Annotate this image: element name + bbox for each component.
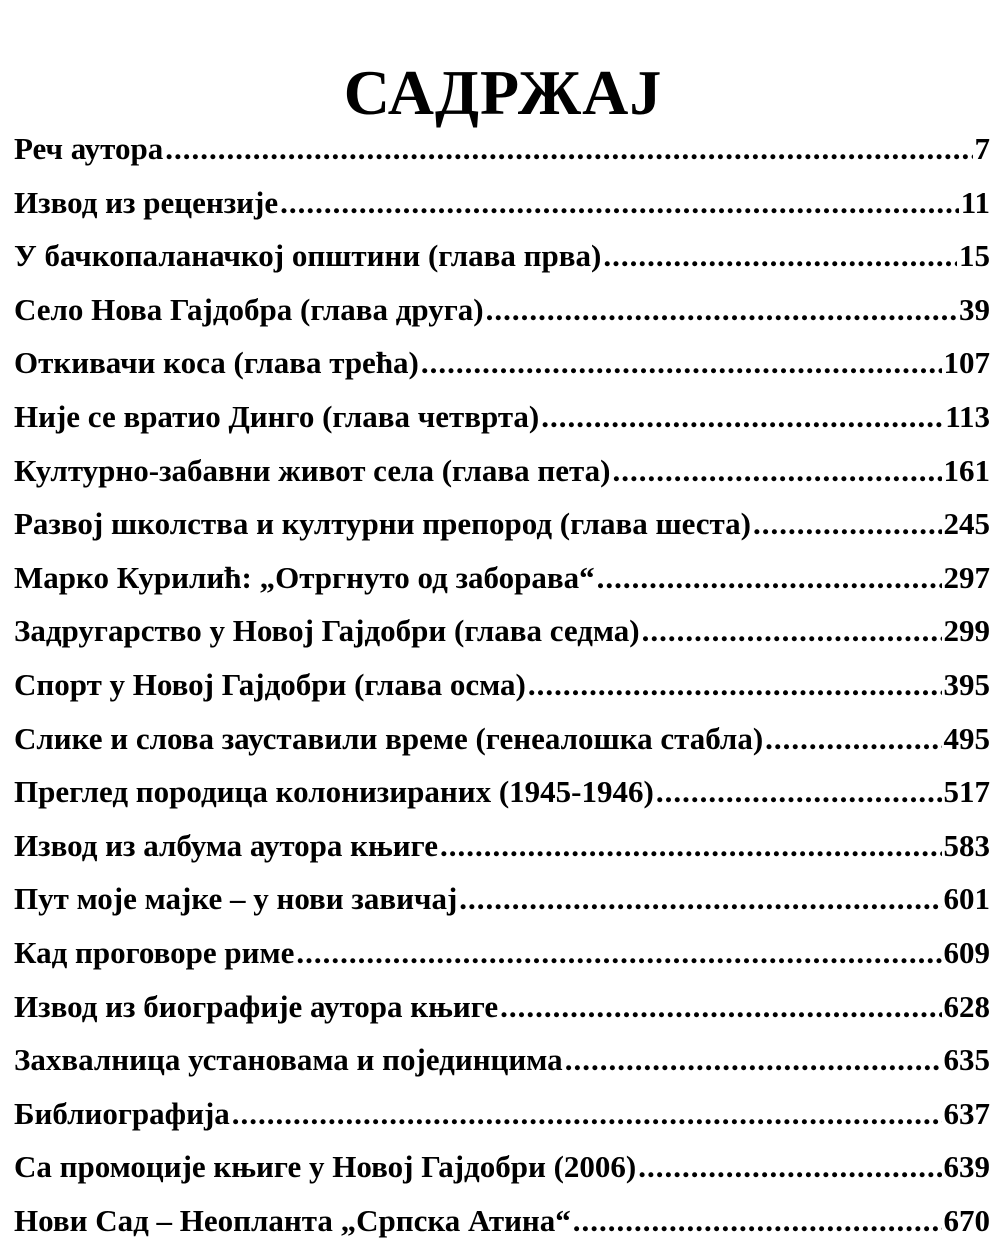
toc-entry <box>14 819 990 873</box>
toc-entry <box>14 390 990 444</box>
toc-entry-page: 7 <box>974 131 990 166</box>
toc-entry-page: 39 <box>959 291 990 327</box>
toc-entry-title: У бачкопаланачкој општини (глава прва) <box>14 238 602 274</box>
dot-leader <box>565 1033 942 1087</box>
dot-leader <box>440 819 941 873</box>
toc-entry-title: Захвалница установама и појединцима <box>14 1042 563 1078</box>
toc-entry <box>14 926 990 980</box>
toc-entry-title: Кад проговоре риме <box>14 934 295 970</box>
toc-entry-title: Библиографија <box>14 1095 230 1131</box>
toc-entry-title: Извод из рецензије <box>14 184 279 220</box>
dot-leader <box>232 1087 942 1141</box>
dot-leader <box>642 604 942 658</box>
dot-leader <box>573 1194 942 1247</box>
toc-entry-page: 637 <box>943 1095 990 1131</box>
dot-leader <box>541 390 943 444</box>
dot-leader <box>459 872 941 926</box>
toc-entry <box>14 122 990 176</box>
toc-entry-title: Преглед породица колонизираних (1945-1946) <box>14 774 654 810</box>
toc-entry <box>14 658 990 712</box>
toc-entry-page: 635 <box>943 1042 990 1078</box>
toc-entry-title: Културно-забавни живот села (глава пета) <box>14 452 611 488</box>
toc-entry <box>14 1087 990 1141</box>
toc-entry-title: Са промоције књиге у Новој Гајдобри (2006) <box>14 1149 637 1185</box>
toc-entry <box>14 336 990 390</box>
toc-entry-title: Извод из албума аутора књиге <box>14 827 439 863</box>
toc-entry-page: 113 <box>945 398 990 434</box>
page-title: САДРЖАЈ <box>343 56 663 128</box>
dot-leader <box>603 229 957 283</box>
toc-entry <box>14 176 990 230</box>
dot-leader <box>500 980 941 1034</box>
toc-entry-page: 395 <box>943 666 990 702</box>
dot-leader <box>753 497 942 551</box>
toc-entry-title: Спорт у Новој Гајдобри (глава осма) <box>14 666 526 702</box>
toc-entry-title: Слике и слова зауставили време (генеалошка стабла) <box>14 720 764 756</box>
toc-entry-page: 15 <box>959 238 990 274</box>
toc-entry <box>14 444 990 498</box>
toc-entry-page: 628 <box>943 988 990 1024</box>
toc-entry-title: Реч аутора <box>14 131 164 166</box>
toc-entry-title: Пут моје мајке – у нови завичај <box>14 881 458 917</box>
toc-entry-page: 161 <box>943 452 990 488</box>
dot-leader <box>486 283 957 337</box>
table-of-contents <box>14 122 990 1247</box>
toc-entry-page: 583 <box>943 827 990 863</box>
toc-entry <box>14 1140 990 1194</box>
dot-leader <box>765 712 941 766</box>
toc-entry <box>14 497 990 551</box>
dot-leader <box>528 658 942 712</box>
toc-entry <box>14 229 990 283</box>
toc-entry-page: 601 <box>943 881 990 917</box>
toc-entry-title: Село Нова Гајдобра (глава друга) <box>14 291 484 327</box>
toc-entry-page: 107 <box>943 345 990 381</box>
toc-entry-title: Развој школства и културни препород (глава шеста) <box>14 506 751 542</box>
toc-entry <box>14 604 990 658</box>
dot-leader <box>165 122 972 176</box>
dot-leader <box>280 176 959 230</box>
toc-entry <box>14 872 990 926</box>
dot-leader <box>612 444 941 498</box>
toc-entry <box>14 283 990 337</box>
toc-entry-page: 609 <box>943 934 990 970</box>
toc-entry-page: 639 <box>943 1149 990 1185</box>
dot-leader <box>638 1140 941 1194</box>
toc-entry-title: Извод из биографије аутора књиге <box>14 988 499 1024</box>
dot-leader <box>296 926 941 980</box>
toc-entry-page: 517 <box>943 774 990 810</box>
dot-leader <box>597 551 942 605</box>
dot-leader <box>656 765 942 819</box>
toc-entry <box>14 980 990 1034</box>
toc-entry <box>14 712 990 766</box>
toc-entry-page: 11 <box>960 184 990 220</box>
toc-entry-title: Није се вратио Динго (глава четврта) <box>14 398 540 434</box>
toc-entry-page: 670 <box>943 1202 990 1238</box>
toc-entry-title: Нови Сад – Неопланта „Српска Атина“ <box>14 1202 571 1238</box>
toc-entry-page: 299 <box>943 613 990 649</box>
toc-entry <box>14 1033 990 1087</box>
toc-entry-page: 495 <box>943 720 990 756</box>
toc-entry <box>14 551 990 605</box>
toc-entry-page: 297 <box>943 559 990 595</box>
toc-entry-title: Марко Курилић: „Отргнуто од заборава“ <box>14 559 595 595</box>
toc-entry-page: 245 <box>943 506 990 542</box>
toc-entry <box>14 765 990 819</box>
toc-entry-title: Откивачи коса (глава трећа) <box>14 345 419 381</box>
toc-entry <box>14 1194 990 1247</box>
dot-leader <box>421 336 942 390</box>
toc-entry-title: Задругарство у Новој Гајдобри (глава седма) <box>14 613 640 649</box>
